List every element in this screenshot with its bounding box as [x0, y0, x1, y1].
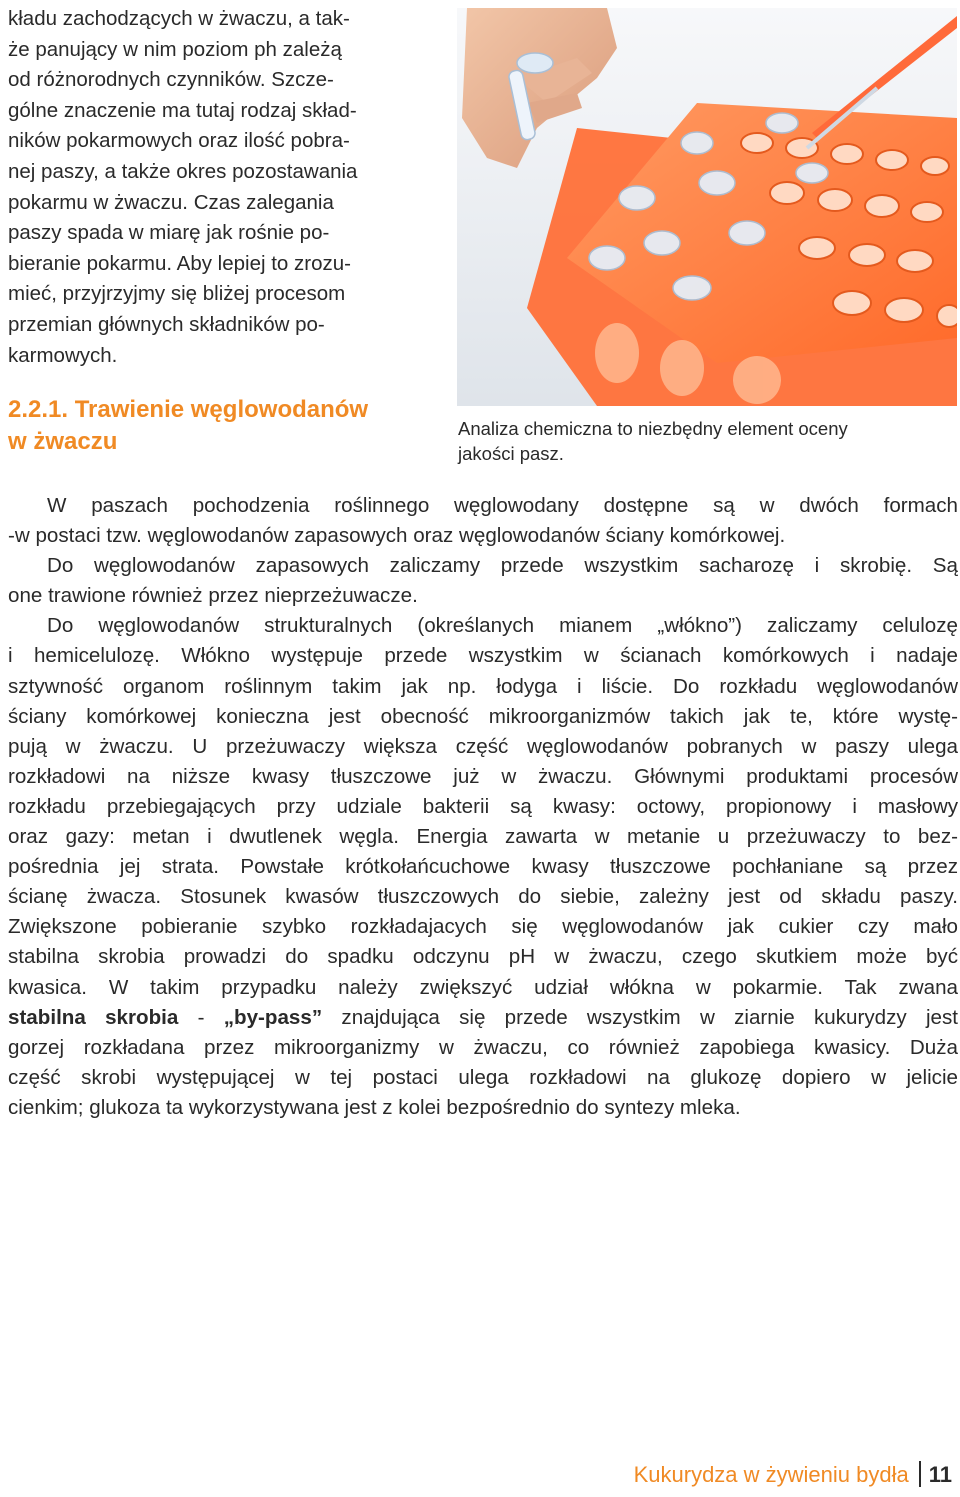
text-line: pośrednia jej strata. Powstałe krótkołańcuchowe kwasy tłuszczowe pochłaniane są przez	[8, 855, 958, 879]
text-line: W paszach pochodzenia roślinnego węglowodany dostępne są w dwóch formach	[47, 494, 958, 517]
text-line: cienkim; glukoza ta wykorzystywana jest z kolei bezpośrednio do syntezy mleka.	[8, 1095, 741, 1119]
section-heading-line: 2.2.1. Trawienie węglowodanów	[8, 396, 369, 423]
lab-photo	[457, 8, 957, 406]
text-line: rozkładu przebiegających przy udziale bakterii są kwasy: octowy, propionowy i masłowy	[8, 794, 958, 818]
footer-title: Kukurydza w żywieniu bydła	[633, 1462, 909, 1487]
text-line: paszy spada w miarę jak rośnie po-	[8, 221, 330, 245]
text-line: -w postaci tzw. węglowodanów zapasowych oraz węglowodanów ściany komórkowej.	[8, 524, 786, 548]
text-fragment: znajdująca się przede wszystkim w ziarnie kukurydzy jest	[322, 1005, 959, 1029]
caption-line: jakości pasz.	[458, 443, 564, 464]
section-heading	[8, 394, 438, 458]
text-line: bieranie pokarmu. Aby lepiej to zrozu-	[8, 251, 351, 275]
page-footer	[634, 1460, 952, 1490]
caption-line: Analiza chemiczna to niezbędny element oceny	[458, 418, 848, 439]
text-line: ników pokarmowych oraz ilość pobra-	[8, 129, 350, 153]
body-text	[8, 491, 958, 1123]
text-line: od różnorodnych czynników. Szcze-	[8, 68, 334, 92]
page-number: 11	[928, 1462, 952, 1487]
text-line: gólne znaczenie ma tutaj rodzaj skład-	[8, 98, 357, 122]
text-line: kwasica. W takim przypadku należy zwiększyć udział włókna w pokarmie. Tak zwana	[8, 975, 958, 999]
text-line: one trawione również przez nieprzeżuwacze.	[8, 584, 418, 608]
bold-term: „by-pass”	[223, 1005, 323, 1029]
text-line: kładu zachodzących w żwaczu, a tak-	[8, 7, 350, 30]
section-heading-line: w żwaczu	[8, 428, 118, 455]
text-line: mieć, przyjrzyjmy się bliżej procesom	[8, 282, 346, 306]
text-line: część skrobi występującej w tej postaci ulega rozkładowi na glukozę dopiero w jelicie	[8, 1065, 958, 1089]
text-line: nej paszy, a także okres pozostawania	[8, 159, 358, 183]
text-line: rozkładowi na niższe kwasy tłuszczowe już w żwaczu. Głównymi produktami procesów	[8, 764, 958, 788]
text-line: stabilna skrobia prowadzi do spadku odczynu pH w żwaczu, czego skutkiem może być	[8, 945, 958, 969]
lab-photo-illustration	[457, 8, 957, 406]
text-line: pokarmu w żwaczu. Czas zalegania	[8, 190, 334, 214]
bold-term: stabilna skrobia	[8, 1005, 179, 1029]
text-line-with-bold	[8, 1003, 958, 1033]
text-line: Zwiększone pobieranie szybko rozkładajacych się węglowodanów jak cukier czy mało	[8, 915, 958, 939]
text-line: sztywność organom roślinnym takim jak np. łodyga i liście. Do rozkładu węglowodanów	[8, 674, 958, 698]
text-line: przemian głównych składników po-	[8, 312, 325, 336]
text-line: gorzej rozkładana przez mikroorganizmy w żwaczu, co również zapobiega kwasicy. Duża	[8, 1035, 958, 1059]
text-line: oraz gazy: metan i dwutlenek węgla. Energia zawarta w metanie u przeżuwaczy to bez-	[8, 825, 958, 849]
intro-paragraph	[8, 4, 433, 371]
figure-caption	[458, 416, 958, 466]
text-line: że panujący w nim poziom ph zależą	[8, 37, 342, 61]
text-line: Do węglowodanów strukturalnych (określanych mianem „włókno”) zaliczamy celulozę	[47, 614, 958, 638]
text-line: i hemicelulozę. Włókno występuje przede wszystkim w ścianach komórkowych i nadaje	[8, 644, 958, 668]
text-line: pują w żwaczu. U przeżuwaczy większa część węglowodanów pobranych w paszy ulega	[8, 734, 958, 758]
text-line: karmowych.	[8, 343, 118, 367]
text-line: ścianę żwacza. Stosunek kwasów tłuszczowych do siebie, zależny jest od składu paszy.	[8, 885, 958, 909]
text-line: ściany komórkowej konieczna jest obecność mikroorganizmów takich jak te, które wystę-	[8, 704, 958, 728]
footer-divider	[919, 1461, 921, 1487]
bold-separator: -	[178, 1005, 224, 1029]
text-line: Do węglowodanów zapasowych zaliczamy przede wszystkim sacharozę i skrobię. Są	[47, 554, 958, 578]
